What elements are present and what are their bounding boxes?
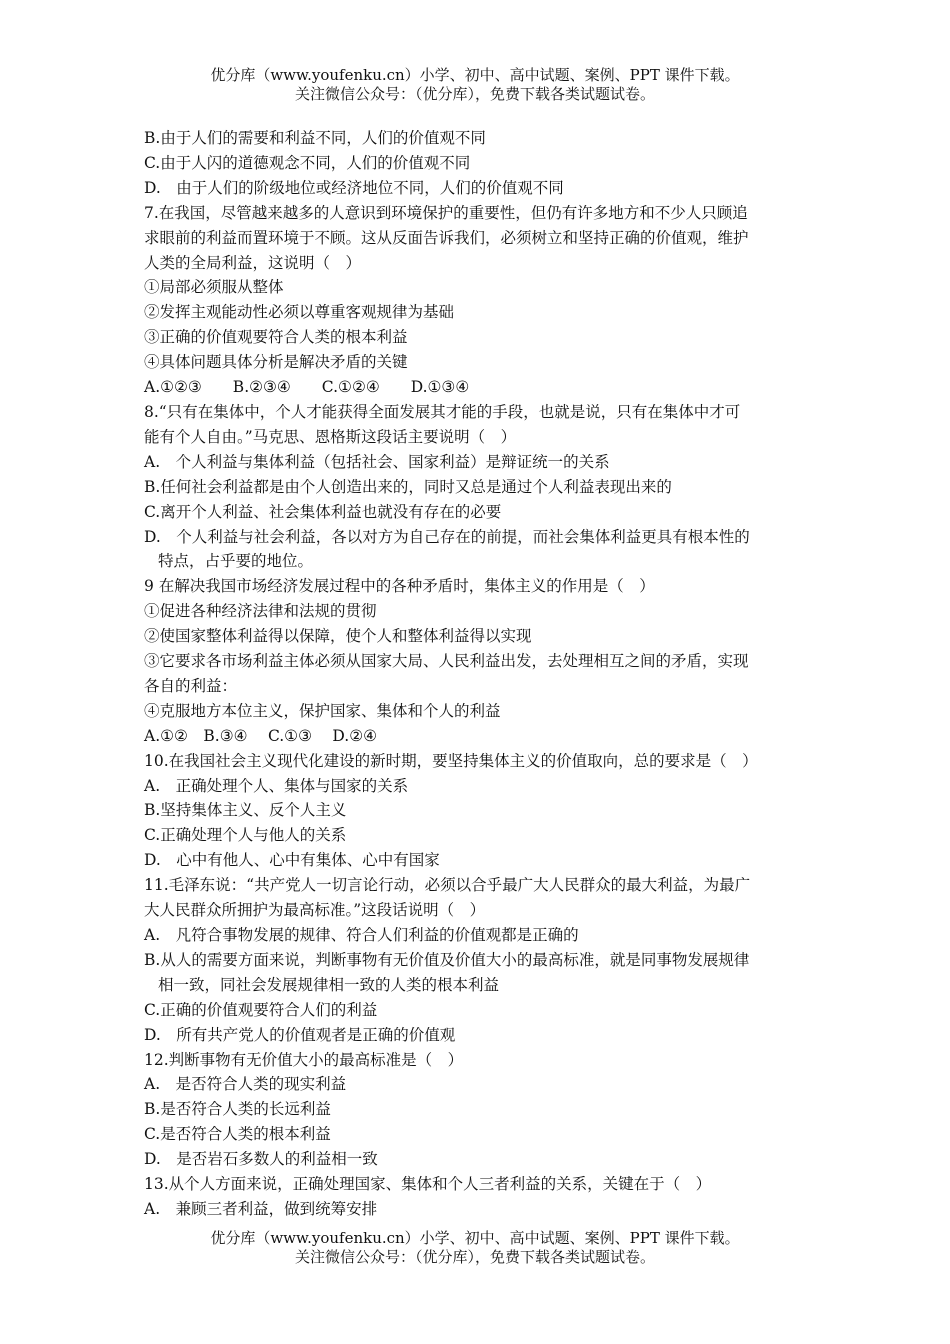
option-line: C.正确处理个人与他人的关系 xyxy=(144,826,347,845)
question-8-stem: 8.“只有在集体中，个人才能获得全面发展其才能的手段，也就是说，只有在集体中才可 xyxy=(144,402,741,421)
statement-line: ②发挥主观能动性必须以尊重客观规律为基础 xyxy=(144,303,455,322)
option-line: D. 心中有他人、心中有集体、心中有国家 xyxy=(144,851,440,870)
option-line: A. 凡符合事物发展的规律、符合人们利益的价值观都是正确的 xyxy=(144,926,579,944)
statement-line: ④克服地方本位主义，保护国家、集体和个人的利益 xyxy=(144,701,501,720)
question-8-stem: 能有个人自由。”马克思、恩格斯这段话主要说明（ ） xyxy=(144,427,517,446)
question-11-stem: 大人民群众所拥护为最高标准。”这段话说明（ ） xyxy=(144,901,486,920)
question-13-stem: 13.从个人方面来说，正确处理国家、集体和个人三者利益的关系，关键在于（ ） xyxy=(144,1175,712,1194)
statement-line: ①促进各种经济法律和法规的贯彻 xyxy=(144,602,377,621)
option-line: B.由于人们的需要和利益不同，人们的价值观不同 xyxy=(144,129,486,147)
question-7-stem: 求眼前的利益而置环境于不顾。这从反面告诉我们，必须树立和坚持正确的价值观，维护 xyxy=(144,228,749,247)
statement-line: ③它要求各市场利益主体必须从国家大局、人民利益出发，去处理相互之间的矛盾，实现 xyxy=(144,652,749,671)
statement-line: ④具体问题具体分析是解决矛盾的关键 xyxy=(144,353,408,372)
question-9-stem: 9 在解决我国市场经济发展过程中的各种矛盾时，集体主义的作用是（ ） xyxy=(144,577,655,596)
footer-line-2: 关注微信公众号：（优分库），免费下载各类试题试卷。 xyxy=(294,1248,655,1266)
option-line: B.任何社会利益都是由个人创造出来的，同时又总是通过个人利益表现出来的 xyxy=(144,477,672,496)
option-line: A. 是否符合人类的现实利益 xyxy=(144,1075,347,1094)
option-line: D. 个人利益与社会利益，各以对方为自己存在的前提，而社会集体利益更具有根本性的 xyxy=(144,527,750,546)
question-7-stem: 7.在我国，尽管越来越多的人意识到环境保护的重要性，但仍有许多地方和不少人只顾追 xyxy=(144,203,748,222)
option-line: C.是否符合人类的根本利益 xyxy=(144,1125,331,1144)
statement-line: ①局部必须服从整体 xyxy=(144,278,284,297)
answer-choices: A.①② B.③④ C.①③ D.②④ xyxy=(144,726,377,745)
question-10-stem: 10.在我国社会主义现代化建设的新时期，要坚持集体主义的价值取向，总的要求是（ ） xyxy=(144,751,758,770)
question-7-stem: 人类的全局利益，这说明（ ） xyxy=(144,253,362,272)
answer-choices: A.①②③ B.②③④ C.①②④ D.①③④ xyxy=(144,378,470,397)
header-line-1: 优分库（www.youfenku.cn）小学、初中、高中试题、案例、PPT 课件下载。 xyxy=(210,66,740,84)
question-12-stem: 12.判断事物有无价值大小的最高标准是（ ） xyxy=(144,1050,464,1069)
option-line: D. 由于人们的阶级地位或经济地位不同，人们的价值观不同 xyxy=(144,178,564,197)
option-line-continued: 特点，占乎要的地位。 xyxy=(158,552,314,571)
footer-line-1: 优分库（www.youfenku.cn）小学、初中、高中试题、案例、PPT 课件下载。 xyxy=(210,1229,740,1247)
page-header xyxy=(0,66,950,104)
question-11-stem: 11.毛泽东说：“共产党人一切言论行动，必须以合乎最广大人民群众的最大利益，为最广 xyxy=(144,876,751,895)
option-line: A. 兼顾三者利益，做到统筹安排 xyxy=(144,1199,378,1218)
statement-line: ②使国家整体利益得以保障，使个人和整体利益得以实现 xyxy=(144,627,532,646)
option-line: B.从人的需要方面来说，判断事物有无价值及价值大小的最高标准，就是同事物发展规律 xyxy=(144,950,750,969)
option-line: D. 所有共产党人的价值观者是正确的价值观 xyxy=(144,1025,456,1044)
option-line: C.由于人闪的道德观念不同，人们的价值观不同 xyxy=(144,153,471,172)
header-line-2: 关注微信公众号：（优分库），免费下载各类试题试卷。 xyxy=(294,85,655,103)
option-line: A. 正确处理个人、集体与国家的关系 xyxy=(144,776,409,795)
statement-line: ③正确的价值观要符合人类的根本利益 xyxy=(144,328,408,347)
option-line: A. 个人利益与集体利益（包括社会、国家利益）是辩证统一的关系 xyxy=(144,452,610,471)
option-line: C.离开个人利益、社会集体利益也就没有存在的必要 xyxy=(144,502,502,521)
page-footer xyxy=(0,1229,950,1267)
option-line: B.是否符合人类的长远利益 xyxy=(144,1100,331,1119)
option-line-continued: 相一致，同社会发展规律相一致的人类的根本利益 xyxy=(158,975,500,994)
option-line: B.坚持集体主义、反个人主义 xyxy=(144,801,347,820)
option-line: C.正确的价值观要符合人们的利益 xyxy=(144,1000,378,1019)
statement-line: 各自的利益： xyxy=(144,676,238,695)
document-body xyxy=(144,126,809,1222)
option-line: D. 是否岩石多数人的利益相一致 xyxy=(144,1150,378,1169)
